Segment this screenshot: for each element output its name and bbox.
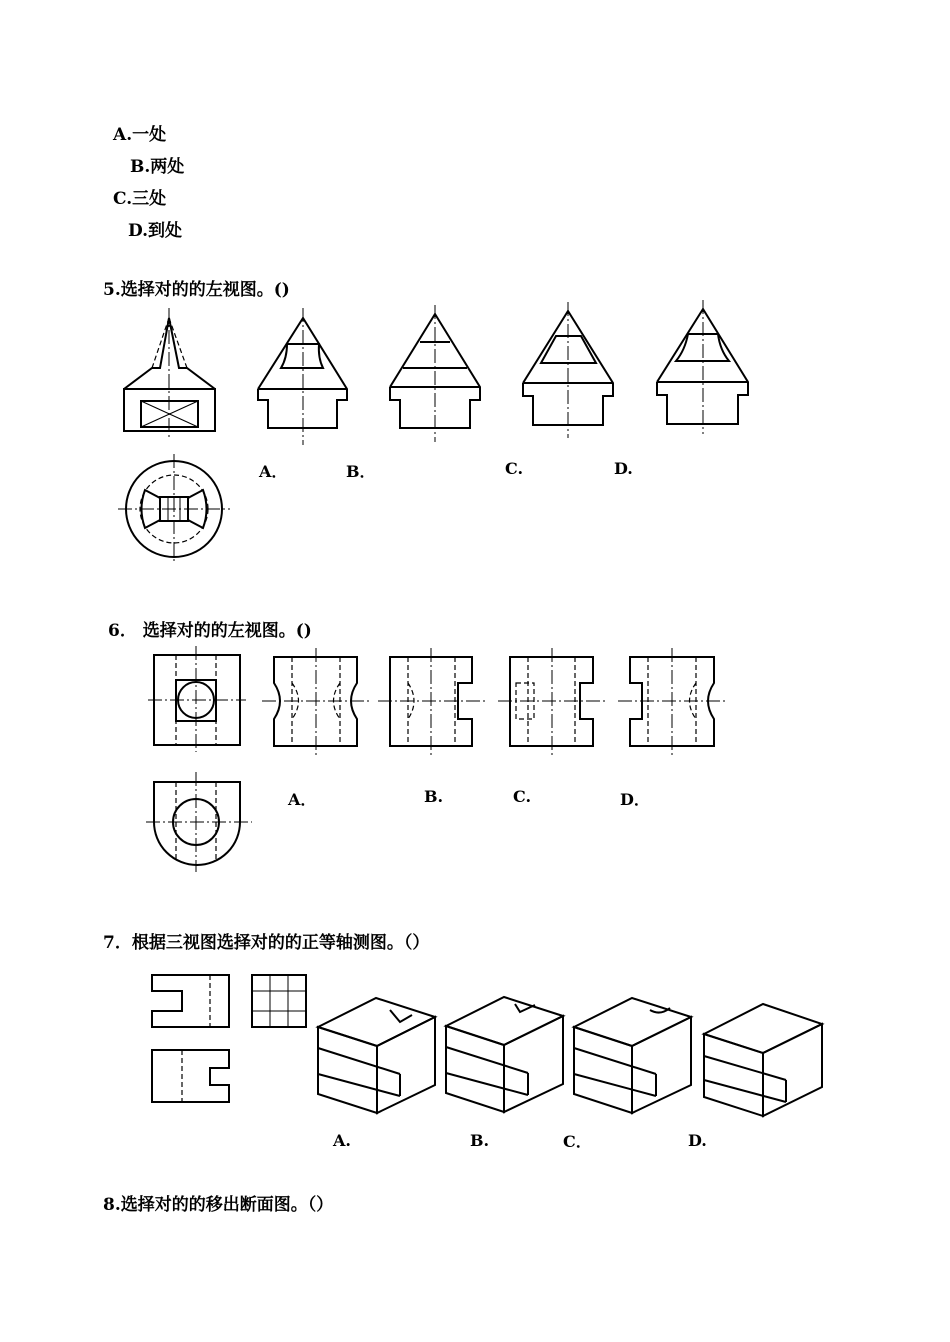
q7-top-view	[152, 1050, 229, 1102]
q6-label-a: A．	[288, 790, 317, 809]
q5-top-view	[118, 454, 230, 564]
option-d: D.到处	[128, 221, 183, 241]
q8-title: 8.选择对的的移出断面图。（）	[103, 1195, 334, 1215]
q7-option-b-drawing	[446, 997, 563, 1112]
option-a: A.一处	[113, 125, 167, 145]
q7-option-a-drawing	[318, 998, 435, 1113]
q7-title: 7．根据三视图选择对的的正等轴测图。（）	[103, 933, 430, 953]
q7-label-a: A.	[333, 1131, 351, 1150]
q7-side-view	[252, 975, 306, 1027]
q6-option-c-drawing	[498, 648, 606, 755]
q6-front-view	[148, 646, 246, 752]
q7-label-b: B.	[470, 1131, 490, 1150]
q6-option-d-drawing	[618, 648, 726, 755]
q5-label-b: B．	[346, 462, 376, 481]
q5-option-b-drawing	[390, 305, 480, 442]
q6-label-d: D．	[620, 790, 650, 809]
q7-front-view	[152, 975, 229, 1027]
q5-title: 5.选择对的的左视图。()	[103, 280, 290, 300]
q5-front-view	[124, 308, 215, 440]
q7-label-c: C．	[563, 1132, 592, 1151]
q5-option-d-drawing	[657, 300, 748, 434]
q5-label-c: C.	[505, 459, 524, 478]
q5-label-d: D.	[614, 459, 633, 478]
q6-title: 6． 选择对的的左视图。()	[108, 621, 312, 641]
q5-option-c-drawing	[523, 302, 613, 438]
option-b: B.两处	[130, 157, 185, 177]
q6-option-a-drawing	[262, 648, 370, 755]
option-c: C.三处	[113, 189, 167, 209]
q6-label-c: C.	[513, 787, 532, 806]
q7-label-d: D.	[688, 1131, 707, 1150]
q6-top-view	[146, 772, 252, 872]
q5-option-a-drawing	[258, 308, 347, 445]
q7-option-c-drawing	[574, 998, 691, 1113]
q7-option-d-drawing	[704, 1004, 822, 1116]
q6-label-b: B.	[424, 787, 444, 806]
q5-label-a: A．	[259, 462, 288, 481]
q6-option-b-drawing	[378, 648, 485, 755]
